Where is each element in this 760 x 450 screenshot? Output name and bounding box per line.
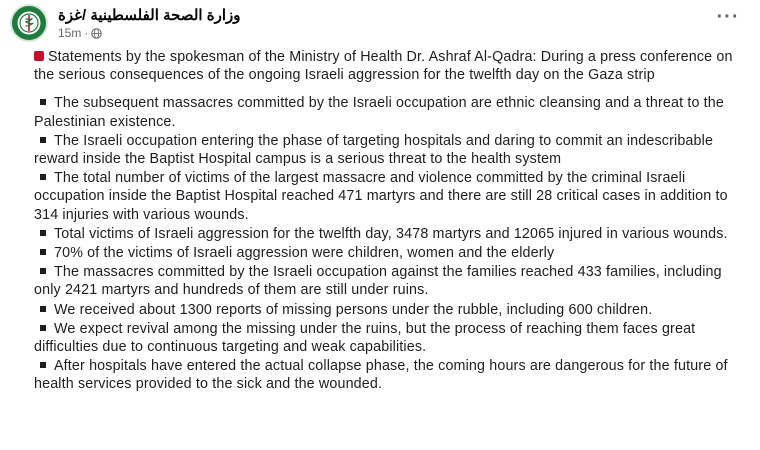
ministry-logo-icon	[12, 6, 46, 40]
avatar[interactable]	[10, 4, 48, 42]
list-item	[34, 225, 749, 243]
bullet-marker	[40, 249, 46, 255]
intro-text: Statements by the spokesman of the Ministry of Health Dr. Ashraf Al-Qadra: During a press conference on the serious consequences of the ongoing Israeli aggression for the twelfth day on the Gaza strip	[34, 49, 733, 84]
timestamp[interactable]: 15m	[58, 26, 82, 40]
meta-separator: ·	[84, 26, 89, 40]
list-item	[34, 301, 749, 319]
bullet-marker	[40, 174, 46, 180]
bullet-marker	[40, 306, 46, 312]
post-header	[10, 4, 750, 44]
bullet-text: 70% of the victims of Israeli aggression were children, women and the elderly	[54, 245, 555, 262]
bullet-marker	[40, 230, 46, 236]
list-item	[34, 244, 749, 262]
post-meta	[58, 26, 102, 40]
bullet-marker	[40, 268, 46, 274]
bullet-list	[34, 94, 749, 393]
list-item	[34, 320, 749, 356]
bullet-text: The total number of victims of the largest massacre and violence committed by the criminal Israeli occupation inside the Baptist Hospital reached 471 martyrs and there are still 28 critical cases in addition to 314 injuries with various wounds.	[34, 170, 728, 223]
bullet-text: The massacres committed by the Israeli occupation against the families reached 433 families, including only 2421 martyrs and hundreds of them are still under ruins.	[34, 264, 722, 299]
list-item	[34, 169, 749, 224]
bullet-text: Total victims of Israeli aggression for the twelfth day, 3478 martyrs and 12065 injured in various wounds.	[54, 225, 728, 242]
bullet-marker	[40, 325, 46, 331]
post-intro	[34, 48, 749, 84]
bullet-text: After hospitals have entered the actual collapse phase, the coming hours are dangerous for the future of health services provided to the sick and the wounded.	[34, 358, 728, 393]
bullet-marker	[40, 362, 46, 368]
red-square-icon	[34, 51, 44, 61]
list-item	[34, 94, 749, 130]
bullet-text: We received about 1300 reports of missing persons under the rubble, including 600 children.	[54, 301, 653, 318]
list-item	[34, 263, 749, 299]
page-name[interactable]: وزارة الصحة الفلسطينية /غزة	[58, 7, 241, 24]
globe-icon	[91, 28, 102, 39]
more-options-button[interactable]: ···	[716, 6, 740, 28]
bullet-marker	[40, 137, 46, 143]
bullet-text: The Israeli occupation entering the phase of targeting hospitals and daring to commit an indescribable reward inside the Baptist Hospital campus is a serious threat to the health system	[34, 132, 714, 168]
bullet-marker	[40, 99, 46, 105]
bullet-text: We expect revival among the missing under the ruins, but the process of reaching them faces great difficulties due to continuous targeting and weak capabilities.	[34, 320, 696, 356]
list-item	[34, 132, 749, 168]
bullet-text: The subsequent massacres committed by the Israeli occupation are ethnic cleansing and a threat to the Palestinian existence.	[34, 95, 724, 130]
list-item	[34, 357, 749, 393]
post-body	[34, 48, 749, 395]
